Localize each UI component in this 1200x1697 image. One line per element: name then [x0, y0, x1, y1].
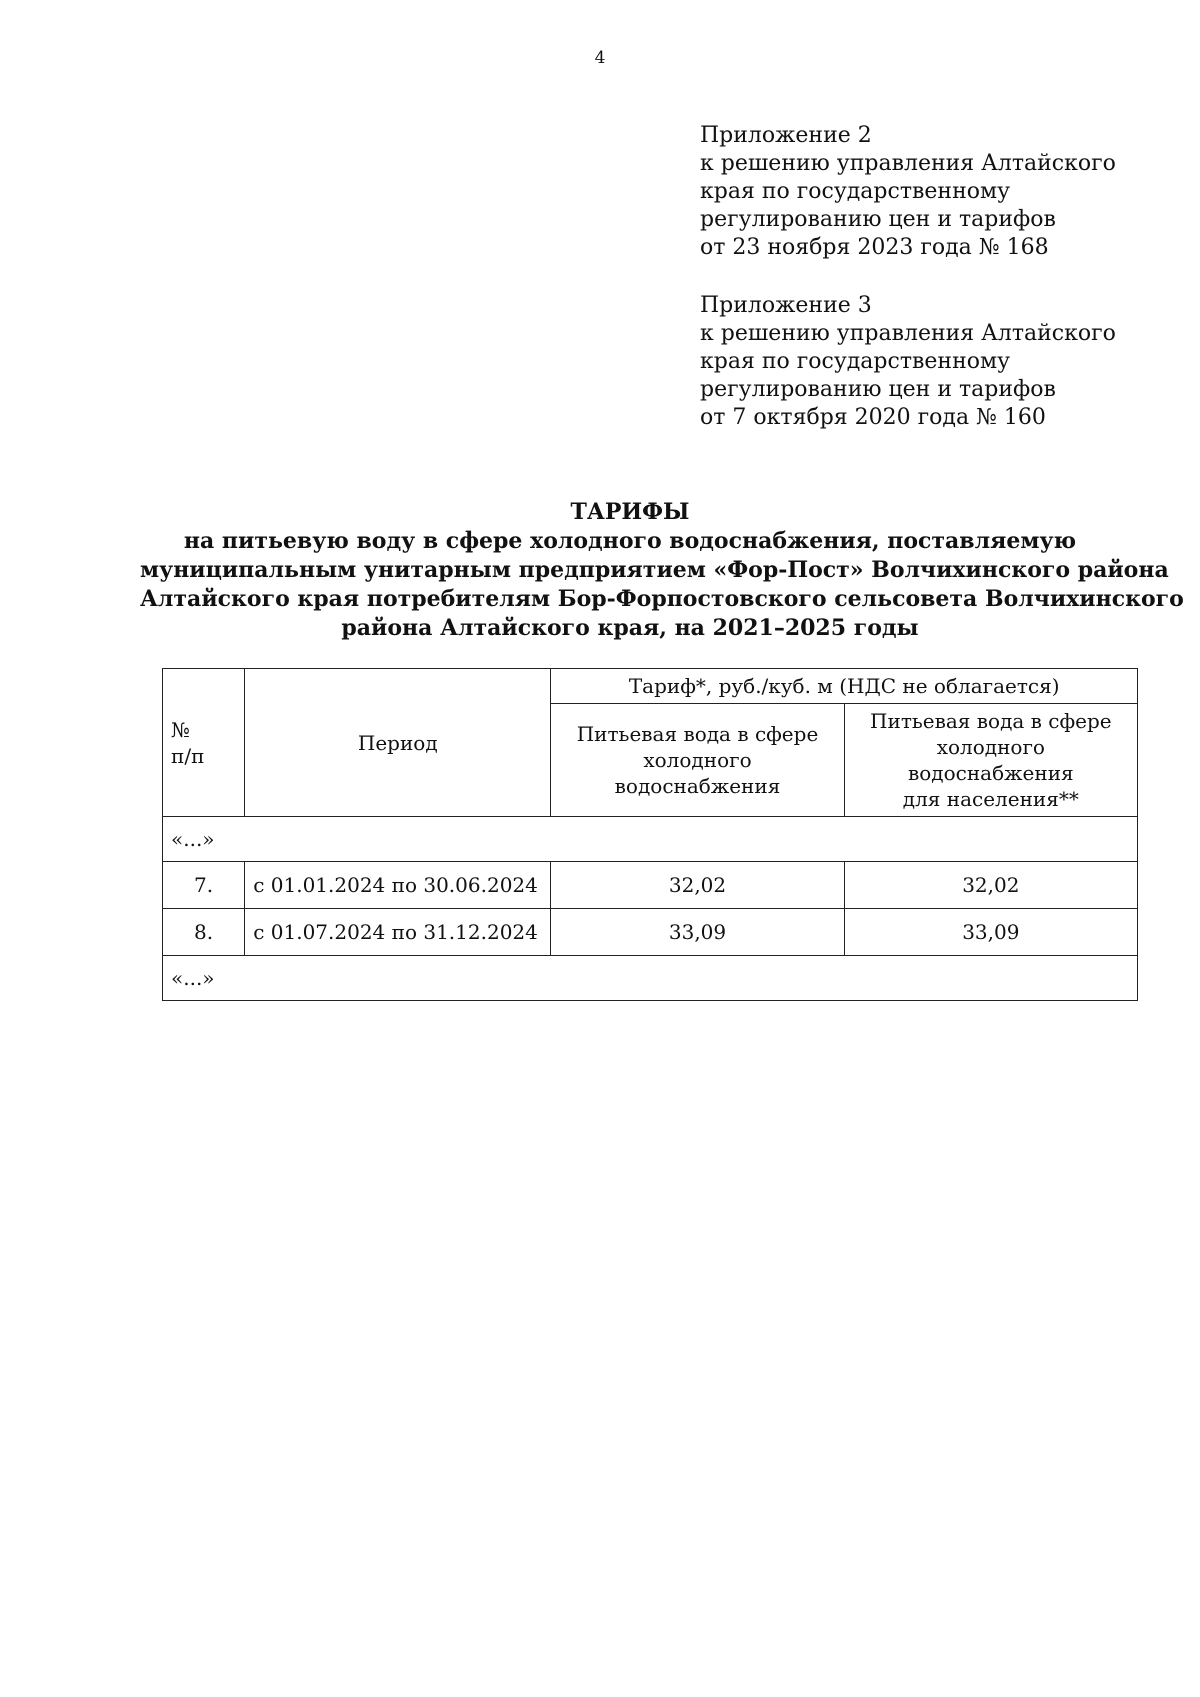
header-drinking-water — [551, 704, 844, 817]
appendix-2-line: Приложение 2 — [700, 123, 872, 148]
title-line: Алтайского края потребителям Бор-Форпостовского сельсовета Волчихинского — [140, 586, 1184, 612]
row-number: 8. — [163, 909, 245, 956]
page-number: 4 — [594, 48, 606, 68]
header-drinking-water-population — [844, 704, 1137, 817]
table-header-row — [163, 669, 1138, 704]
table-row — [163, 862, 1138, 909]
ellipsis-cell: «...» — [163, 956, 1138, 1001]
ellipsis-cell: «...» — [163, 817, 1138, 862]
appendix-2-line: от 23 ноября 2023 года № 168 — [700, 235, 1049, 260]
header-number-line1: № — [171, 717, 190, 742]
appendix-3-header — [700, 292, 1140, 432]
header-col1-line: Питьевая вода в сфере — [576, 722, 819, 746]
tariffs-table — [162, 668, 1138, 1001]
title-line: муниципальным унитарным предприятием «Фор-Пост» Волчихинского района — [140, 557, 1169, 583]
appendix-2-header — [700, 122, 1140, 262]
appendix-3-line: к решению управления Алтайского — [700, 321, 1116, 346]
header-period: Период — [245, 669, 551, 817]
row-tariff-population: 33,09 — [844, 909, 1137, 956]
header-col1-line: холодного — [643, 748, 752, 772]
title-line: района Алтайского края, на 2021–2025 годы — [341, 615, 919, 641]
row-tariff-population: 32,02 — [844, 862, 1137, 909]
appendix-2-line: к решению управления Алтайского — [700, 151, 1116, 176]
title-line: на питьевую воду в сфере холодного водоснабжения, поставляемую — [183, 528, 1077, 554]
header-number-line2: п/п — [171, 743, 205, 768]
row-tariff-drinking-water: 32,02 — [551, 862, 844, 909]
header-col2-line: для населения** — [902, 787, 1079, 811]
appendix-2-line: края по государственному — [700, 179, 1011, 204]
table-ellipsis-row — [163, 956, 1138, 1001]
document-title — [140, 498, 1184, 643]
row-number: 7. — [163, 862, 245, 909]
row-period: с 01.01.2024 по 30.06.2024 — [245, 862, 551, 909]
title-heading: ТАРИФЫ — [570, 499, 690, 525]
appendix-3-line: края по государственному — [700, 349, 1011, 374]
table-row — [163, 909, 1138, 956]
appendix-2-line: регулированию цен и тарифов — [700, 207, 1056, 232]
table-ellipsis-row — [163, 817, 1138, 862]
row-period: с 01.07.2024 по 31.12.2024 — [245, 909, 551, 956]
header-col2-line: холодного водоснабжения — [907, 735, 1074, 785]
header-col2-line: Питьевая вода в сфере — [870, 709, 1112, 733]
appendix-3-line: Приложение 3 — [700, 293, 872, 318]
header-tariff: Тариф*, руб./куб. м (НДС не облагается) — [551, 669, 1138, 704]
appendix-3-line: регулированию цен и тарифов — [700, 377, 1056, 402]
appendix-3-line: от 7 октября 2020 года № 160 — [700, 405, 1046, 430]
header-number — [163, 669, 245, 817]
row-tariff-drinking-water: 33,09 — [551, 909, 844, 956]
header-col1-line: водоснабжения — [614, 774, 781, 798]
